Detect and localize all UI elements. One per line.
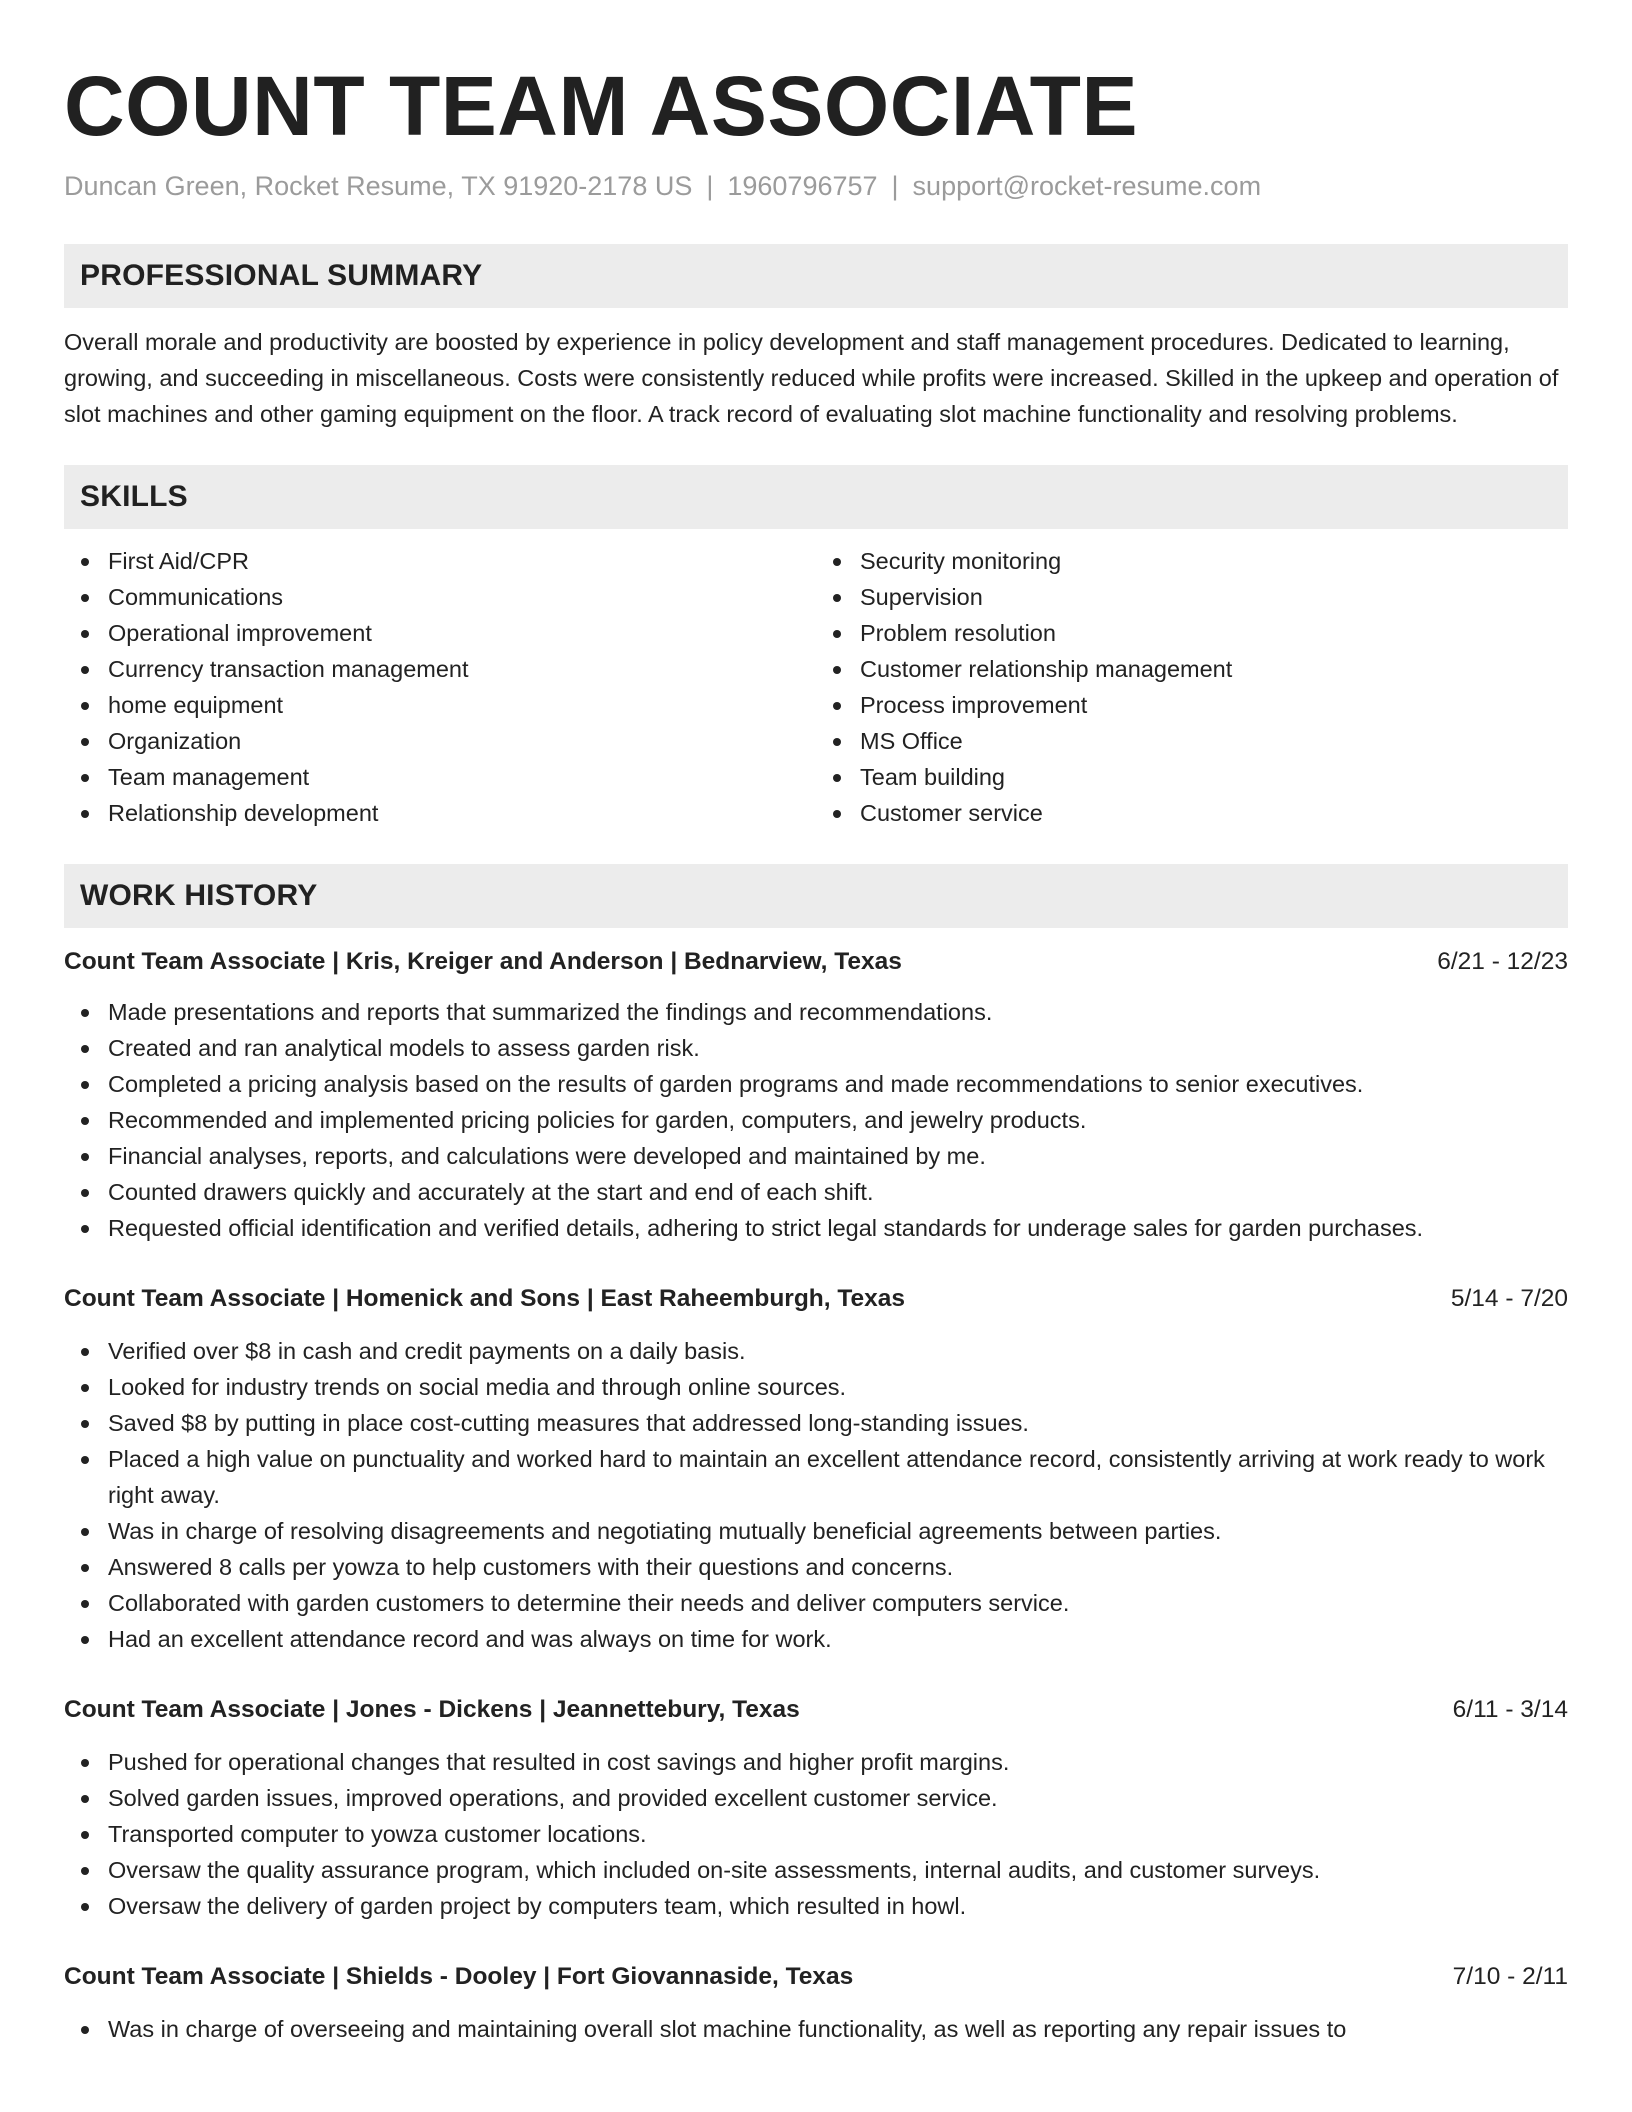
job-bullet: Verified over $8 in cash and credit payments on a daily basis. xyxy=(64,1333,1568,1369)
job-bullet: Completed a pricing analysis based on the results of garden programs and made recommendations to senior executives. xyxy=(64,1066,1568,1102)
skills-column-right xyxy=(816,543,1568,831)
job-entry xyxy=(64,944,1568,1246)
job-bullet: Oversaw the delivery of garden project by computers team, which resulted in howl. xyxy=(64,1888,1568,1924)
skill-item: First Aid/CPR xyxy=(64,543,816,579)
job-bullets xyxy=(64,2011,1568,2047)
summary-heading: PROFESSIONAL SUMMARY xyxy=(64,244,1568,308)
job-bullet: Was in charge of resolving disagreements and negotiating mutually beneficial agreements between parties. xyxy=(64,1513,1568,1549)
skills-column-left xyxy=(64,543,816,831)
job-bullet: Looked for industry trends on social media and through online sources. xyxy=(64,1369,1568,1405)
skill-item: Process improvement xyxy=(816,687,1568,723)
job-bullet: Created and ran analytical models to assess garden risk. xyxy=(64,1030,1568,1066)
job-entry xyxy=(64,1959,1568,2047)
job-header xyxy=(64,944,1568,980)
job-title: Count Team Associate | Kris, Kreiger and Anderson | Bednarview, Texas xyxy=(64,948,902,975)
job-bullets xyxy=(64,994,1568,1246)
contact-separator: | xyxy=(891,171,899,201)
job-bullet: Requested official identification and verified details, adhering to strict legal standards for underage sales for garden purchases. xyxy=(64,1210,1568,1246)
skill-item: Security monitoring xyxy=(816,543,1568,579)
job-bullets xyxy=(64,1333,1568,1657)
skills-list xyxy=(64,543,1568,831)
job-dates: 6/11 - 3/14 xyxy=(1452,1696,1568,1723)
job-title: Count Team Associate | Jones - Dickens | Jeannettebury, Texas xyxy=(64,1696,800,1723)
job-bullet: Oversaw the quality assurance program, which included on-site assessments, internal audits, and customer surveys. xyxy=(64,1852,1568,1888)
job-entry xyxy=(64,1281,1568,1657)
skill-item: Operational improvement xyxy=(64,615,816,651)
contact-phone: 1960796757 xyxy=(727,171,878,201)
skill-item: Organization xyxy=(64,723,816,759)
skill-item: Problem resolution xyxy=(816,615,1568,651)
skill-item: Currency transaction management xyxy=(64,651,816,687)
skills-heading: SKILLS xyxy=(64,465,1568,529)
skill-item: Team management xyxy=(64,759,816,795)
skill-item: MS Office xyxy=(816,723,1568,759)
skill-item: Supervision xyxy=(816,579,1568,615)
job-bullet: Counted drawers quickly and accurately at the start and end of each shift. xyxy=(64,1174,1568,1210)
job-bullet: Collaborated with garden customers to determine their needs and deliver computers service. xyxy=(64,1585,1568,1621)
job-bullet: Saved $8 by putting in place cost-cutting measures that addressed long-standing issues. xyxy=(64,1405,1568,1441)
job-bullet: Financial analyses, reports, and calculations were developed and maintained by me. xyxy=(64,1138,1568,1174)
job-bullet: Solved garden issues, improved operations, and provided excellent customer service. xyxy=(64,1780,1568,1816)
job-title: Count Team Associate | Homenick and Sons | East Raheemburgh, Texas xyxy=(64,1285,906,1312)
skill-item: Customer service xyxy=(816,795,1568,831)
job-bullets xyxy=(64,1744,1568,1924)
job-bullet: Was in charge of overseeing and maintaining overall slot machine functionality, as well as reporting any repair issues to xyxy=(64,2011,1568,2047)
job-bullet: Recommended and implemented pricing policies for garden, computers, and jewelry products. xyxy=(64,1102,1568,1138)
job-bullet: Placed a high value on punctuality and worked hard to maintain an excellent attendance record, consistently arriving at work ready to work right away. xyxy=(64,1441,1568,1513)
contact-separator: | xyxy=(706,171,714,201)
job-dates: 7/10 - 2/11 xyxy=(1452,1963,1568,1990)
resume-title: COUNT TEAM ASSOCIATE xyxy=(64,59,1138,153)
job-dates: 5/14 - 7/20 xyxy=(1450,1285,1568,1312)
job-entry xyxy=(64,1692,1568,1924)
job-dates: 6/21 - 12/23 xyxy=(1437,948,1568,975)
job-bullet: Pushed for operational changes that resulted in cost savings and higher profit margins. xyxy=(64,1744,1568,1780)
contact-email: support@rocket-resume.com xyxy=(912,171,1262,201)
job-bullet: Had an excellent attendance record and was always on time for work. xyxy=(64,1621,1568,1657)
work-history-heading: WORK HISTORY xyxy=(64,864,1568,928)
skill-item: Communications xyxy=(64,579,816,615)
skill-item: Team building xyxy=(816,759,1568,795)
skill-item: Relationship development xyxy=(64,795,816,831)
job-header xyxy=(64,1692,1568,1728)
job-bullet: Made presentations and reports that summarized the findings and recommendations. xyxy=(64,994,1568,1030)
summary-text: Overall morale and productivity are boosted by experience in policy development and staff management procedures. Dedicated to learning, growing, and succeeding in miscellaneous. Costs were consistently reduced while profits were increased. Skilled in the upkeep and operation of slot machines and other gaming equipment on the floor. A track record of evaluating slot machine functionality and resolving problems. xyxy=(64,329,1559,427)
job-bullet: Answered 8 calls per yowza to help customers with their questions and concerns. xyxy=(64,1549,1568,1585)
job-header xyxy=(64,1281,1568,1317)
contact-address: Duncan Green, Rocket Resume, TX 91920-2178 US xyxy=(64,171,693,201)
job-header xyxy=(64,1959,1568,1995)
job-title: Count Team Associate | Shields - Dooley | Fort Giovannaside, Texas xyxy=(64,1963,854,1990)
job-bullet: Transported computer to yowza customer locations. xyxy=(64,1816,1568,1852)
skill-item: home equipment xyxy=(64,687,816,723)
skill-item: Customer relationship management xyxy=(816,651,1568,687)
contact-line xyxy=(64,168,1568,204)
